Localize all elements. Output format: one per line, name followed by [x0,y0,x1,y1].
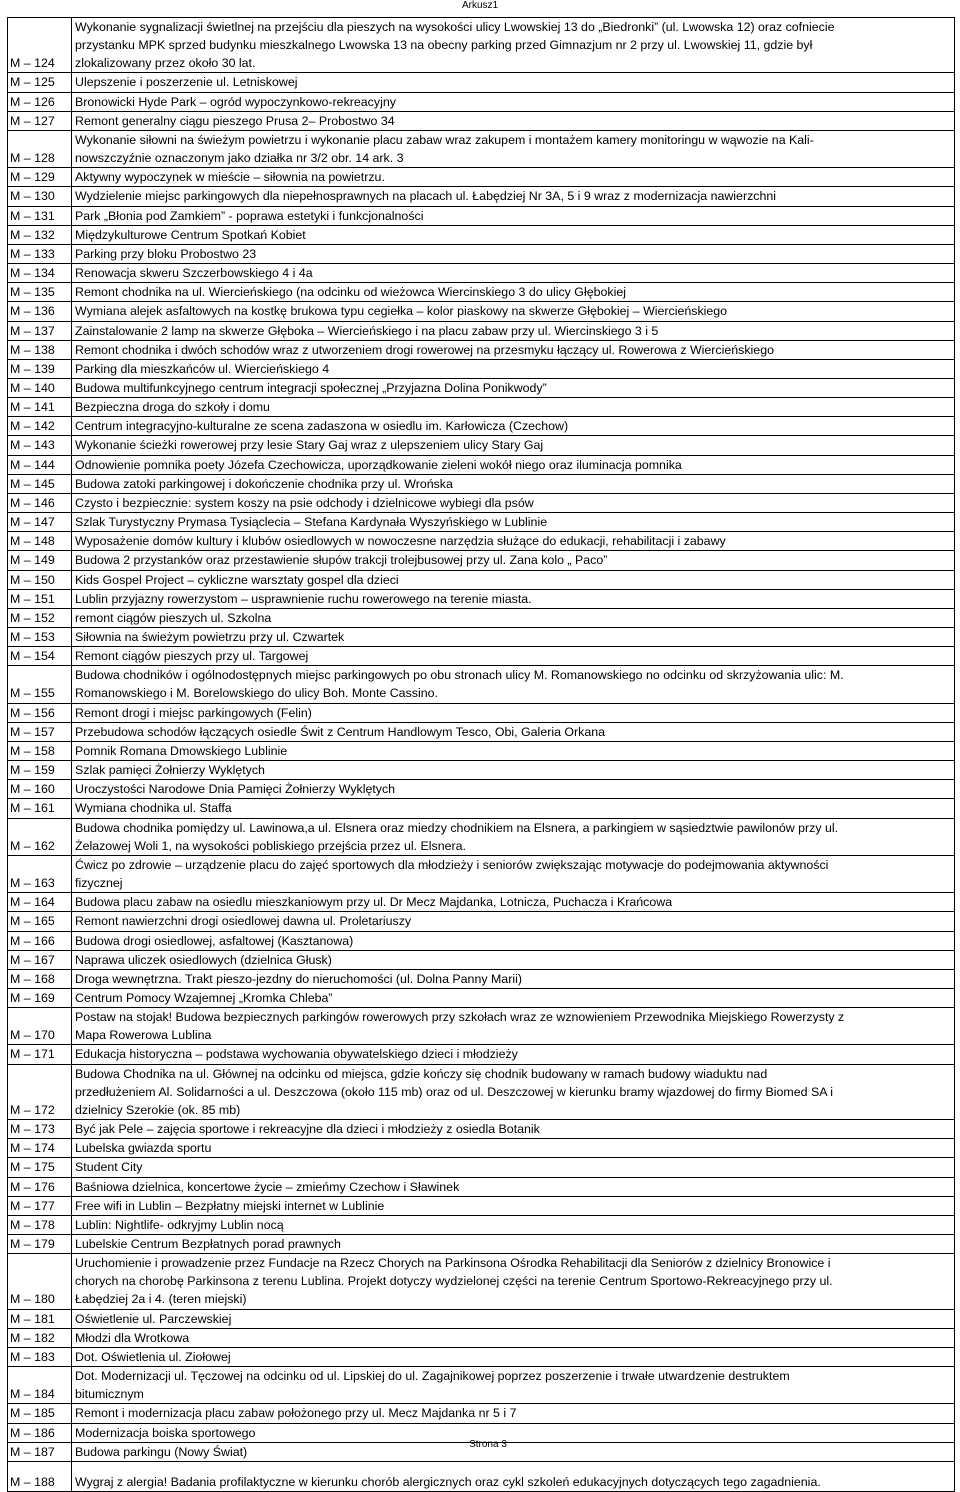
project-code: M – 140 [8,378,72,397]
description-line: nowszczyźnie oznaczonym jako działka nr 3/2 obr. 14 ark. 3 [75,151,404,166]
project-code: M – 144 [8,455,72,474]
description-line: Baśniowa dzielnica, koncertowe życie – zmieńmy Czechow i Sławinek [75,1179,460,1194]
description-line: Renowacja skweru Szczerbowskiego 4 i 4a [75,266,313,281]
description-line: Centrum integracyjno-kulturalne ze scena zadaszona w osiedlu im. Karłowicza (Czechow) [75,419,569,434]
table-row [8,931,955,950]
project-description [72,893,955,912]
description-line: Wymiana alejek asfaltowych na kostkę brukowa typu cegiełka – kolor piaskowy na skwerze Głębokiej – Wiercieńskiego [75,304,728,319]
project-code: M – 176 [8,1177,72,1196]
project-code: M – 149 [8,551,72,570]
table-row [8,1064,955,1119]
description-line: Budowa placu zabaw na osiedlu mieszkaniowym przy ul. Dr Mecz Majdanka, Lotnicza, Puchacza i Krańcowa [75,895,673,910]
description-line: Dot. Modernizacji ul. Tęczowej na odcinku od ul. Lipskiej do ul. Zagajnikowej poprzez poszerzenie i trwałe utwardzenie destruktem [75,1369,790,1384]
project-description [72,417,955,436]
project-code: M – 163 [8,855,72,892]
table-row [8,1404,955,1423]
project-description [72,628,955,647]
project-code: M – 160 [8,780,72,799]
project-code: M – 178 [8,1215,72,1234]
table-row [8,264,955,283]
table-row [8,398,955,417]
description-line: zlokalizowany przez około 30 lat. [75,56,256,71]
project-code: M – 164 [8,893,72,912]
project-description [72,1158,955,1177]
project-code: M – 124 [8,18,72,73]
project-code: M – 177 [8,1196,72,1215]
project-description [72,1045,955,1064]
description-line: Bronowicki Hyde Park – ogród wypoczynkowo-rekreacyjny [75,94,396,109]
project-code: M – 135 [8,283,72,302]
project-description [72,722,955,741]
table-row [8,1139,955,1158]
project-description [72,912,955,931]
project-description [72,302,955,321]
table-row [8,1120,955,1139]
table-row [8,893,955,912]
project-description [72,1404,955,1423]
project-code: M – 139 [8,359,72,378]
project-description [72,455,955,474]
project-code: M – 165 [8,912,72,931]
description-line: Budowa 2 przystanków oraz przestawienie słupów trakcji trolejbusowej przy ul. Zana kolo „ Paco” [75,553,608,568]
description-line: Lublin: Nightlife- odkryjmy Lublin nocą [75,1217,284,1232]
description-line: Młodzi dla Wrotkowa [75,1330,190,1345]
project-code: M – 148 [8,532,72,551]
table-row [8,1461,955,1491]
description-line: Przebudowa schodów łączących osiedle Świt z Centrum Handlowym Tesco, Obi, Galeria Orkana [75,724,606,739]
description-line: Lubelskie Centrum Bezpłatnych porad prawnych [75,1237,341,1251]
table-row [8,1215,955,1234]
description-line: Budowa parkingu (Nowy Świat) [75,1444,248,1459]
project-code: M – 170 [8,1008,72,1045]
project-description [72,493,955,512]
description-line: Postaw na stojak! Budowa bezpiecznych parkingów rowerowych przy szkołach wraz ze wznowieniem Przewodnika Miejskiego Rowerzysty z [75,1010,845,1025]
table-row [8,455,955,474]
table-row [8,589,955,608]
project-description [72,321,955,340]
description-line: Kids Gospel Project – cykliczne warsztaty gospel dla dzieci [75,572,399,587]
project-code: M – 153 [8,628,72,647]
project-code: M – 152 [8,608,72,627]
table-row [8,206,955,225]
description-line: Romanowskiego i M. Borelowskiego do ulicy Boh. Monte Cassino. [75,686,438,701]
description-line: Remont nawierzchni drogi osiedlowej dawna ul. Proletariuszy [75,914,412,929]
table-row [8,1196,955,1215]
project-table-body [8,18,955,1492]
project-description [72,225,955,244]
project-description [72,92,955,111]
description-line: Budowa zatoki parkingowej i dokończenie chodnika przy ul. Wrońska [75,476,453,491]
project-description [72,1347,955,1366]
project-description [72,1367,955,1404]
description-line: Remont generalny ciągu pieszego Prusa 2– Probostwo 34 [75,113,395,128]
project-table [7,17,955,1492]
project-description [72,436,955,455]
project-code: M – 174 [8,1139,72,1158]
project-description [72,647,955,666]
description-line: Modernizacja boiska sportowego [75,1425,256,1440]
description-line: Remont ciągów pieszych przy ul. Targowej [75,649,309,664]
description-line: Oświetlenie ul. Parczewskiej [75,1311,232,1326]
description-line: Międzykulturowe Centrum Spotkań Kobiet [75,227,306,242]
table-row [8,417,955,436]
table-row [8,722,955,741]
description-line: Student City [75,1160,143,1175]
project-code: M – 173 [8,1120,72,1139]
description-line: Park „Błonia pod Zamkiem” - poprawa estetyki i funkcjonalności [75,208,424,223]
table-row [8,187,955,206]
project-description [72,168,955,187]
description-line: Free wifi in Lublin – Bezpłatny miejski internet w Lublinie [75,1198,385,1213]
description-line: Edukacja historyczna – podstawa wychowania obywatelskiego dzieci i młodzieży [75,1047,518,1062]
project-code: M – 136 [8,302,72,321]
description-line: bitumicznym [75,1387,144,1402]
project-code: M – 167 [8,950,72,969]
project-code: M – 186 [8,1423,72,1442]
table-row [8,666,955,703]
description-line: Droga wewnętrzna. Trakt pieszo-jezdny do nieruchomości (ul. Dolna Panny Marii) [75,971,522,986]
project-code: M – 137 [8,321,72,340]
table-row [8,950,955,969]
description-line: Wyposażenie domów kultury i klubów osiedlowych w nowoczesne narzędzia służące do edukacji, rehabilitacji i zabawy [75,534,726,549]
description-line: przedłużeniem Al. Solidarności a ul. Deszczowa (około 115 mb) oraz od ul. Deszczowej w kierunku bramy wjazdowej do firmy Biomed SA i [75,1084,833,1099]
project-description [72,1215,955,1234]
table-row [8,1158,955,1177]
table-row [8,969,955,988]
project-code: M – 166 [8,931,72,950]
table-row [8,244,955,263]
project-code: M – 151 [8,589,72,608]
description-line: Remont chodnika i dwóch schodów wraz z utworzeniem drogi rowerowej na przesmyku łączący ul. Rowerowa z Wiercieńskiego [75,342,774,357]
table-row [8,130,955,167]
project-description [72,1309,955,1328]
project-code: M – 130 [8,187,72,206]
description-line: Uroczystości Narodowe Dnia Pamięci Żołnierzy Wyklętych [75,782,396,797]
project-code: M – 147 [8,513,72,532]
table-row [8,18,955,73]
description-line: Ulepszenie i poszerzenie ul. Letniskowej [75,75,298,90]
project-code: M – 162 [8,818,72,855]
project-description [72,855,955,892]
table-row [8,741,955,760]
description-line: Aktywny wypoczynek w mieście – siłownia na powietrzu. [75,170,385,185]
table-row [8,513,955,532]
table-row [8,1309,955,1328]
description-line: Wykonanie ścieżki rowerowej przy lesie Stary Gaj wraz z ulepszeniem ulicy Stary Gaj [75,438,544,453]
table-row [8,1367,955,1404]
description-line: Żelazowej Woli 1, na wysokości pobliskiego przejścia przez ul. Elsnera. [75,838,466,853]
project-code: M – 131 [8,206,72,225]
project-code: M – 183 [8,1347,72,1366]
project-description [72,666,955,703]
table-row [8,532,955,551]
project-description [72,608,955,627]
description-line: Lubelska gwiazda sportu [75,1141,212,1156]
table-row [8,1328,955,1347]
project-description [72,761,955,780]
project-description [72,187,955,206]
description-line: Parking dla mieszkańców ul. Wiercieńskiego 4 [75,361,330,376]
project-description [72,513,955,532]
project-code: M – 146 [8,493,72,512]
description-line: Bezpieczna droga do szkoły i domu [75,400,270,415]
project-description [72,18,955,73]
description-line: fizycznej [75,876,123,891]
project-description [72,474,955,493]
project-code: M – 125 [8,73,72,92]
table-row [8,1347,955,1366]
table-row [8,855,955,892]
project-description [72,130,955,167]
description-line: Zainstalowanie 2 lamp na skwerze Głęboka – Wiercieńskiego i na placu zabaw przy ul. Wiercinskiego 3 i 5 [75,323,659,338]
description-line: Naprawa uliczek osiedlowych (dzielnica Głusk) [75,952,332,967]
project-description [72,818,955,855]
project-description [72,1328,955,1347]
table-row [8,1008,955,1045]
project-description [72,1254,955,1309]
project-code: M – 180 [8,1254,72,1309]
table-row [8,703,955,722]
project-description [72,1235,955,1254]
table-row [8,912,955,931]
project-description [72,969,955,988]
description-line: Być jak Pele – zajęcia sportowe i rekreacyjne dla dzieci i młodzieży z osiedla Botanik [75,1122,540,1137]
table-row [8,92,955,111]
table-row [8,436,955,455]
project-description [72,1064,955,1119]
project-code: M – 168 [8,969,72,988]
table-row [8,321,955,340]
project-code: M – 188 [8,1461,72,1491]
description-line: Remont i modernizacja placu zabaw położonego przy ul. Mecz Majdanka nr 5 i 7 [75,1406,517,1421]
project-code: M – 169 [8,988,72,1007]
project-description [72,264,955,283]
description-line: Budowa chodnika pomiędzy ul. Lawinowa,a ul. Elsnera oraz miedzy chodnikiem na Elsnera, a parkingiem w sąsiedztwie pawilonów przy ul. [75,820,839,835]
description-line: chorych na chorobę Parkinsona z terenu Lublina. Projekt dotyczy wydzielonej części na terenie Centrum Sportowo-Rekreacyjnego przy ul. [75,1274,833,1289]
project-description [72,359,955,378]
description-line: Wygraj z alergia! Badania profilaktyczne w kierunku chorób alergicznych oraz cykl szkoleń edukacyjnych dotyczących tego zagadnienia. [75,1474,821,1489]
description-line: Pomnik Romana Dmowskiego Lublinie [75,743,288,758]
project-code: M – 156 [8,703,72,722]
project-description [72,111,955,130]
table-row [8,647,955,666]
table-row [8,73,955,92]
project-code: M – 161 [8,799,72,818]
project-code: M – 128 [8,130,72,167]
description-line: Wymiana chodnika ul. Staffa [75,801,232,816]
table-row [8,761,955,780]
table-row [8,493,955,512]
description-line: Siłownia na świeżym powietrzu przy ul. Czwartek [75,630,345,644]
description-line: Mapa Rowerowa Lublina [75,1028,212,1043]
project-code: M – 179 [8,1235,72,1254]
project-description [72,244,955,263]
description-line: Lublin przyjazny rowerzystom – usprawnienie ruchu rowerowego na terenie miasta. [75,591,532,606]
table-row [8,988,955,1007]
project-code: M – 159 [8,761,72,780]
project-code: M – 185 [8,1404,72,1423]
description-line: Odnowienie pomnika poety Józefa Czechowicza, uporządkowanie zieleni wokół niego oraz iluminacja pomnika [75,457,682,472]
description-line: Remont drogi i miejsc parkingowych (Felin) [75,705,312,720]
description-line: Uruchomienie i prowadzenie przez Fundacje na Rzecz Chorych na Parkinsona Ośrodka Rehabilitacji dla Seniorów z dzielnicy Bronowice i [75,1256,831,1271]
project-code: M – 157 [8,722,72,741]
project-description [72,1461,955,1491]
table-row [8,302,955,321]
project-description [72,799,955,818]
table-row [8,474,955,493]
project-code: M – 154 [8,647,72,666]
description-line: Budowa chodników i ogólnodostępnych miejsc parkingowych po obu stronach ulicy M. Romanowskiego no odcinku od skrzyżowania ulic: M. [75,668,844,683]
description-line: Wykonanie siłowni na świeżym powietrzu i wykonanie placu zabaw wraz zakupem i montażem kamery monitoringu w wąwozie na Kali- [75,132,814,147]
project-description [72,950,955,969]
table-row [8,359,955,378]
table-row [8,1177,955,1196]
project-description [72,1177,955,1196]
project-description [72,1196,955,1215]
project-code: M – 126 [8,92,72,111]
project-code: M – 132 [8,225,72,244]
project-description [72,589,955,608]
project-code: M – 181 [8,1309,72,1328]
description-line: Wykonanie sygnalizacji świetlnej na przejściu dla pieszych na wysokości ulicy Lwowskiej 13 do „Biedronki” (ul. Lwowska 12) oraz cofniecie [75,20,835,34]
project-description [72,703,955,722]
project-code: M – 172 [8,1064,72,1119]
project-code: M – 129 [8,168,72,187]
table-row [8,1235,955,1254]
description-line: Szlak pamięci Żołnierzy Wyklętych [75,763,265,778]
project-code: M – 184 [8,1367,72,1404]
project-description [72,1008,955,1045]
table-row [8,378,955,397]
description-line: Czysto i bezpiecznie: system koszy na psie odchody i dzielnicowe wybiegi dla psów [75,495,534,510]
project-description [72,988,955,1007]
table-row [8,340,955,359]
description-line: przystanku MPK sprzed budynku mieszkalnego Lwowska 13 na obecny parking przed Gimnazjum nr 2 przy ul. Lwowskiej 11, gdzie był [75,38,813,53]
description-line: dzielnicy Szerokie (ok. 85 mb) [75,1102,241,1117]
project-code: M – 141 [8,398,72,417]
project-description [72,780,955,799]
description-line: Łabędziej 2a i 4. (teren miejski) [75,1292,247,1307]
project-description [72,1120,955,1139]
project-description [72,570,955,589]
project-code: M – 134 [8,264,72,283]
project-code: M – 175 [8,1158,72,1177]
table-row [8,551,955,570]
table-row [8,570,955,589]
table-row [8,225,955,244]
description-line: Ćwicz po zdrowie – urządzenie placu do zajęć sportowych dla młodzieży i seniorów zwiększając motywacje do podejmowania aktywności [75,857,829,872]
project-description [72,741,955,760]
table-row [8,111,955,130]
project-code: M – 127 [8,111,72,130]
project-description [72,398,955,417]
description-line: Dot. Oświetlenia ul. Ziołowej [75,1349,231,1364]
table-row [8,168,955,187]
description-line: Budowa Chodnika na ul. Głównej na odcinku od miejsca, gdzie kończy się chodnik budowany w ramach budowy wiaduktu nad [75,1066,768,1081]
description-line: Wydzielenie miejsc parkingowych dla niepełnosprawnych na placach ul. Łabędziej Nr 3A, 5 i 9 wraz z modernizacja nawierzchni [75,189,776,204]
project-description [72,340,955,359]
project-code: M – 143 [8,436,72,455]
project-description [72,931,955,950]
description-line: Remont chodnika na ul. Wiercieńskiego (na odcinku od wieżowca Wiercinskiego 3 do ulicy Głębokiej [75,285,626,300]
project-code: M – 142 [8,417,72,436]
project-description [72,73,955,92]
project-code: M – 138 [8,340,72,359]
project-description [72,378,955,397]
project-code: M – 158 [8,741,72,760]
table-row [8,799,955,818]
project-code: M – 171 [8,1045,72,1064]
table-row [8,608,955,627]
description-line: Budowa drogi osiedlowej, asfaltowej (Kasztanowa) [75,933,354,948]
table-row [8,1045,955,1064]
project-code: M – 150 [8,570,72,589]
project-code: M – 145 [8,474,72,493]
project-code: M – 182 [8,1328,72,1347]
project-code: M – 155 [8,666,72,703]
description-line: Centrum Pomocy Wzajemnej „Kromka Chleba” [75,990,333,1005]
page-footer: Strona 3 [469,1439,507,1450]
project-description [72,532,955,551]
description-line: remont ciągów pieszych ul. Szkolna [75,610,272,625]
table-row [8,283,955,302]
project-description [72,551,955,570]
table-row [8,780,955,799]
project-code: M – 187 [8,1442,72,1461]
table-row [8,628,955,647]
sheet-title: Arkusz1 [461,0,499,11]
table-row [8,818,955,855]
table-row [8,1254,955,1309]
project-description [72,206,955,225]
project-description [72,283,955,302]
description-line: Szlak Turystyczny Prymasa Tysiąclecia – Stefana Kardynała Wyszyńskiego w Lublinie [75,515,548,530]
description-line: Parking przy bloku Probostwo 23 [75,246,257,261]
description-line: Budowa multifunkcyjnego centrum integracji społecznej „Przyjazna Dolina Ponikwody” [75,380,547,395]
project-code: M – 133 [8,244,72,263]
project-description [72,1139,955,1158]
